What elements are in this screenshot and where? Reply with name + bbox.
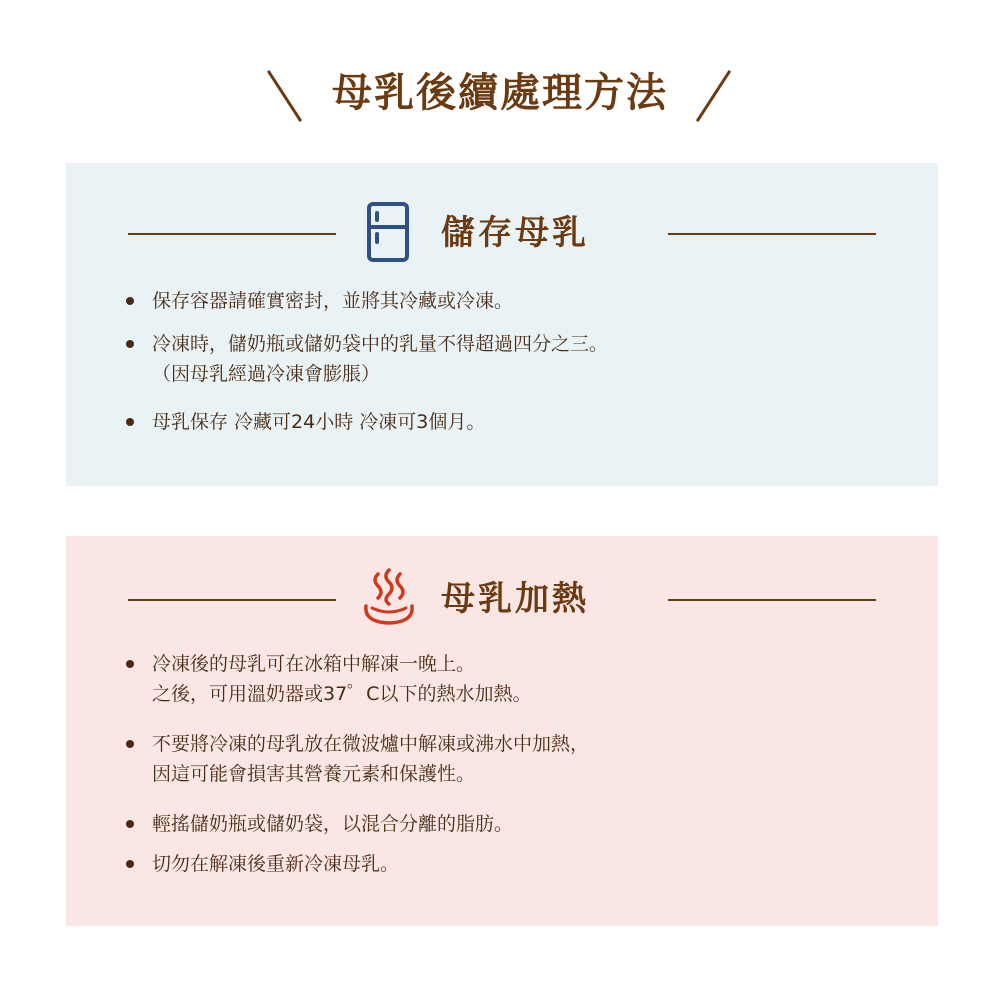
heating-header-left-rule [128, 599, 336, 601]
storage-bullet-list [126, 286, 886, 454]
bullet-text: 母乳保存 冷藏可24小時 冷凍可3個月。 [152, 411, 486, 433]
heating-section [66, 536, 938, 926]
heating-header-right-rule [668, 599, 876, 601]
bullet-text: 不要將冷凍的母乳放在微波爐中解凍或沸水中加熱， [152, 733, 590, 755]
bullet-text: 冷凍時，儲奶瓶或儲奶袋中的乳量不得超過四分之三。 [152, 333, 609, 355]
heating-bullet-list [126, 649, 886, 899]
bullet-dot [126, 860, 134, 868]
bullet-dot [126, 340, 134, 348]
heating-section-title: 母乳加熱 [441, 579, 589, 619]
storage-section [66, 163, 938, 486]
refrigerator-icon [360, 199, 416, 269]
list-item [126, 286, 886, 316]
bullet-text: 冷凍後的母乳可在冰箱中解凍一晚上。 [152, 653, 476, 675]
list-item [126, 849, 886, 879]
storage-header-left-rule [128, 233, 336, 235]
bullet-dot [126, 740, 134, 748]
list-item [126, 649, 886, 709]
bullet-text: （因母乳經過冷凍會膨脹） [152, 363, 381, 385]
bullet-dot [126, 820, 134, 828]
bullet-text: 切勿在解凍後重新冷凍母乳。 [152, 853, 400, 875]
bullet-dot [126, 297, 134, 305]
storage-section-header [66, 163, 938, 303]
page-title: 母乳後續處理方法 [332, 70, 668, 116]
list-item [126, 809, 886, 839]
list-item [126, 329, 886, 389]
bullet-text: 之後，可用溫奶器或37゜C以下的熱水加熱。 [152, 683, 532, 705]
bullet-dot [126, 418, 134, 426]
storage-header-right-rule [668, 233, 876, 235]
hot-steam-icon [358, 562, 420, 632]
list-item [126, 407, 886, 437]
storage-section-title: 儲存母乳 [441, 213, 589, 253]
bullet-text: 保存容器請確實密封，並將其冷藏或冷凍。 [152, 290, 514, 312]
bullet-dot [126, 660, 134, 668]
list-item [126, 729, 886, 789]
bullet-text: 輕搖儲奶瓶或儲奶袋，以混合分離的脂肪。 [152, 813, 514, 835]
bullet-text: 因這可能會損害其營養元素和保護性。 [152, 763, 476, 785]
